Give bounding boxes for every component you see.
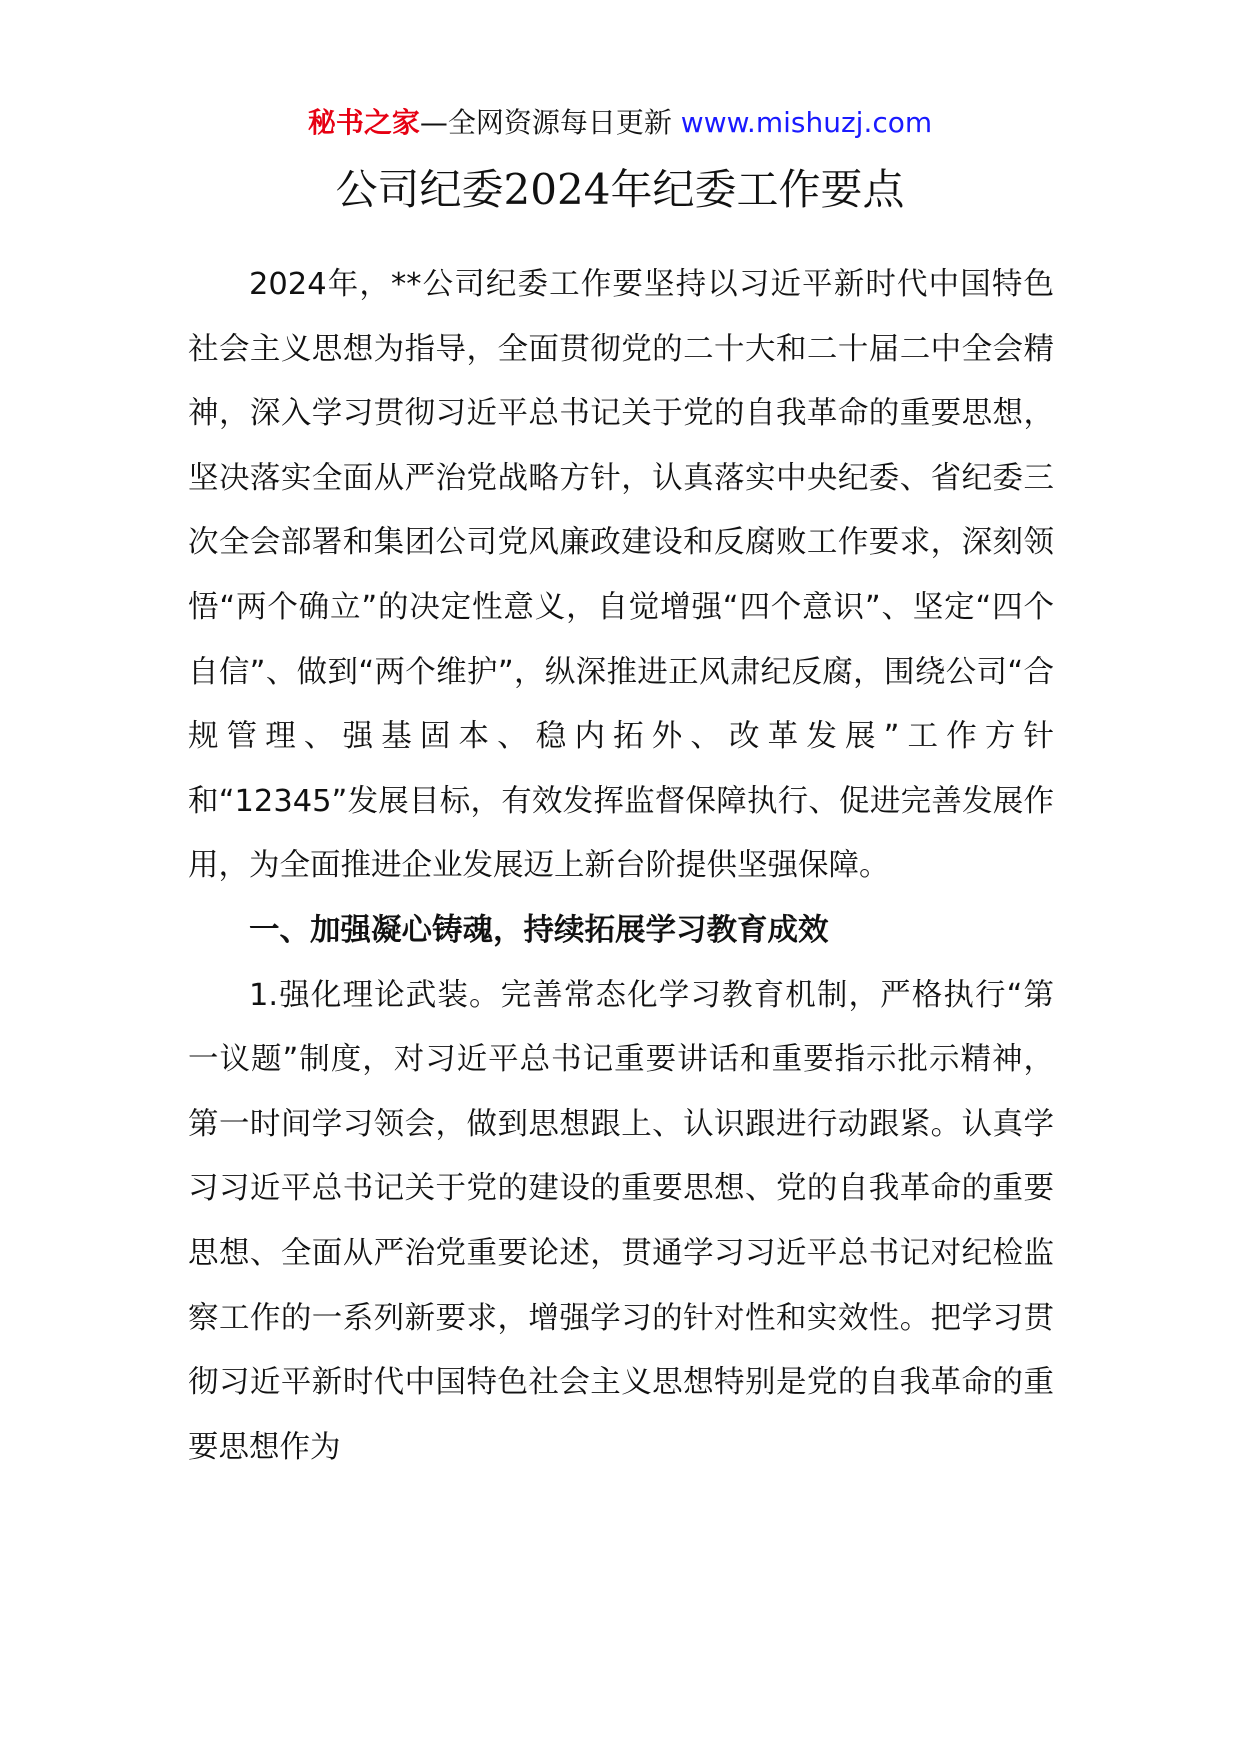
title-year: 2024	[503, 165, 611, 214]
site-url-link[interactable]: www.mishuzj.com	[680, 106, 933, 139]
title-prefix: 公司纪委	[335, 165, 504, 214]
document-body	[188, 253, 1054, 1480]
intro-paragraph: 2024年，**公司纪委工作要坚持以习近平新时代中国特色社会主义思想为指导，全面贯彻党的二十大和二十届二中全会精神，深入学习贯彻习近平总书记关于党的自我革命的重要思想，坚决落实全面从严治党战略方针，认真落实中央纪委、省纪委三次全会部署和集团公司党风廉政建设和反腐败工作要求，深刻领悟“两个确立”的决定性意义，自觉增强“四个意识”、坚定“四个自信”、做到“两个维护”，纵深推进正风肃纪反腐，围绕公司“合规管理、强基固本、稳内拓外、改革发展”工作方针和“12345”发展目标，有效发挥监督保障执行、促进完善发展作用，为全面推进企业发展迈上新台阶提供坚强保障。	[188, 267, 1054, 884]
item-paragraph: 1.强化理论武装。完善常态化学习教育机制，严格执行“第一议题”制度，对习近平总书记重要讲话和重要指示批示精神，第一时间学习领会，做到思想跟上、认识跟进行动跟紧。认真学习习近平总书记关于党的建设的重要思想、党的自我革命的重要思想、全面从严治党重要论述，贯通学习习近平总书记对纪检监察工作的一系列新要求，增强学习的针对性和实效性。把学习贯彻习近平新时代中国特色社会主义思想特别是党的自我革命的重要思想作为	[188, 977, 1054, 1465]
title-suffix: 年纪委工作要点	[610, 165, 905, 214]
site-header	[0, 103, 1240, 143]
document-title	[0, 158, 1240, 222]
site-brand: 秘书之家	[307, 106, 420, 139]
site-tagline: —全网资源每日更新	[419, 106, 672, 139]
section-heading: 一、加强凝心铸魂，持续拓展学习教育成效	[249, 912, 829, 948]
